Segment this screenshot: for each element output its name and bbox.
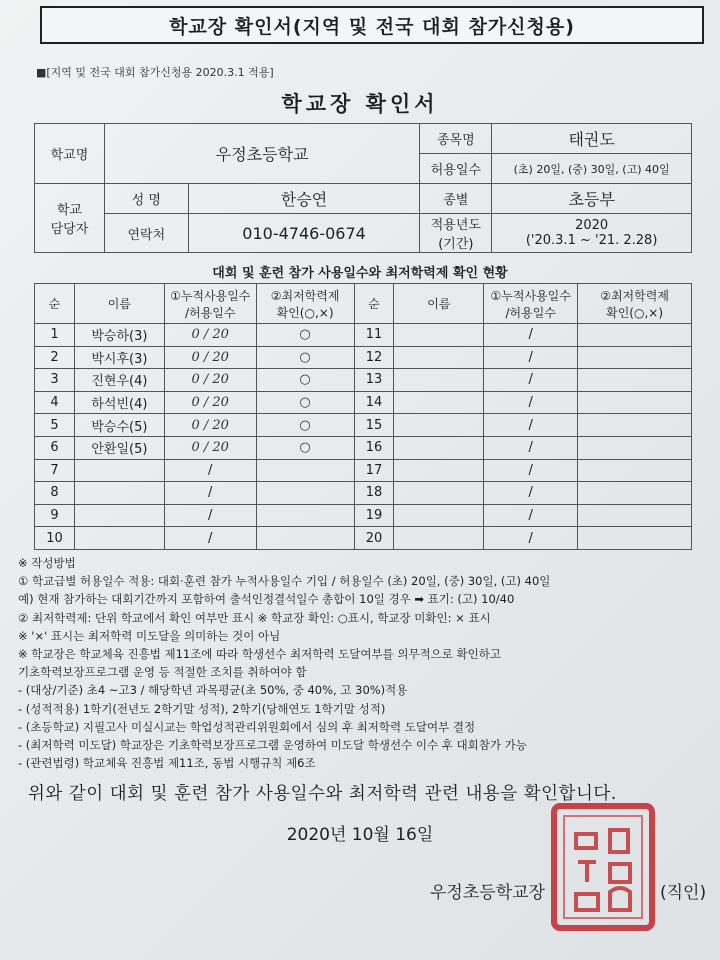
row-no: 20: [354, 527, 394, 550]
table-row: [35, 482, 692, 505]
row-check: ○: [256, 436, 354, 459]
row-check: [578, 436, 692, 459]
row-days: 0 / 20: [164, 436, 256, 459]
name-label: 성 명: [104, 184, 188, 214]
row-check: ○: [256, 414, 354, 437]
category-value: 초등부: [492, 184, 692, 214]
seal-mark-label: (직인): [660, 883, 707, 903]
row-days: /: [164, 504, 256, 527]
school-signature: 우정초등학교장: [430, 883, 545, 903]
year-label-line-2: (기간): [438, 237, 474, 252]
row-no: 3: [35, 369, 75, 392]
col-min-right: [578, 284, 692, 324]
status-table: [34, 283, 692, 550]
row-name: [74, 527, 164, 550]
col-days-left-line-1: ①누적사용일수: [170, 288, 251, 303]
col-name-right: 이름: [394, 284, 484, 324]
col-min-right-line-1: ②최저학력제: [600, 288, 669, 303]
row-no: 15: [354, 414, 394, 437]
row-name: [394, 459, 484, 482]
row-check: [578, 504, 692, 527]
staff-label-line-1: 학교: [56, 203, 82, 218]
col-no-right: 순: [354, 284, 394, 324]
row-days: /: [484, 436, 578, 459]
year-label: [420, 214, 492, 253]
row-no: 18: [354, 482, 394, 505]
row-days: /: [484, 527, 578, 550]
row-no: 8: [35, 482, 75, 505]
row-name: [74, 504, 164, 527]
row-check: [256, 527, 354, 550]
row-check: ○: [256, 369, 354, 392]
issue-date: 2020년 10월 16일: [286, 825, 434, 845]
row-check: [578, 414, 692, 437]
row-name: [394, 414, 484, 437]
row-days: /: [484, 346, 578, 369]
row-check: [578, 324, 692, 347]
row-name: [394, 391, 484, 414]
note-line: ① 학교급별 허용일수 적용: 대회·훈련 참가 누적사용일수 기입 / 허용일수 (초) 20일, (중) 30일, (고) 40일: [18, 574, 551, 589]
row-days: 0 / 20: [164, 414, 256, 437]
row-name: [394, 527, 484, 550]
row-name: [394, 346, 484, 369]
note-line: - (최저학력 미도달) 학교장은 기초학력보장프로그램 운영하여 미도달 학생선수 이수 후 대회참가 가능: [18, 738, 527, 753]
row-name: 박승수(5): [74, 414, 164, 437]
row-days: /: [484, 369, 578, 392]
col-no-left: 순: [35, 284, 75, 324]
row-days: /: [484, 482, 578, 505]
row-days: /: [484, 324, 578, 347]
row-no: 16: [354, 436, 394, 459]
row-days: 0 / 20: [164, 324, 256, 347]
row-no: 7: [35, 459, 75, 482]
table-row: [35, 459, 692, 482]
table-row: [35, 369, 692, 392]
row-no: 13: [354, 369, 394, 392]
note-line: ※ 학교장은 학교체육 진흥법 제11조에 따라 학생선수 최저학력 도달여부를 의무적으로 확인하고: [18, 647, 501, 662]
row-days: /: [484, 391, 578, 414]
row-days: /: [484, 459, 578, 482]
contact-label: 연락처: [104, 214, 188, 253]
school-label: 학교명: [35, 124, 105, 184]
row-check: ○: [256, 324, 354, 347]
note-line: - (성적적용) 1학기(전년도 2학기말 성적), 2학기(당해연도 1학기말 성적): [18, 701, 386, 716]
category-label: 종별: [420, 184, 492, 214]
row-days: 0 / 20: [164, 369, 256, 392]
col-days-right-line-2: /허용일수: [505, 305, 556, 320]
row-check: [578, 459, 692, 482]
note-line: - (관련법령) 학교체육 진흥법 제11조, 동법 시행규칙 제6조: [18, 756, 316, 771]
row-check: [578, 346, 692, 369]
row-check: [578, 482, 692, 505]
note-line: 기초학력보장프로그램 운영 등 적절한 조치를 취하여야 함: [18, 665, 307, 680]
year-label-line-1: 적용년도: [430, 218, 481, 233]
row-days: 0 / 20: [164, 346, 256, 369]
table-row: [35, 391, 692, 414]
row-check: [578, 527, 692, 550]
table-row: [35, 346, 692, 369]
col-days-left: [164, 284, 256, 324]
row-name: 진현우(4): [74, 369, 164, 392]
info-table: [34, 123, 692, 253]
school-value: 우정초등학교: [104, 124, 420, 184]
row-no: 19: [354, 504, 394, 527]
row-check: [578, 369, 692, 392]
note-line: 예) 현재 참가하는 대회기간까지 포함하여 출석인정결석일수 총합이 10일 경우 ➡ 표기: (고) 10/40: [18, 592, 515, 607]
regulation-line: ■[지역 및 전국 대회 참가신청용 2020.3.1 적용]: [36, 66, 274, 79]
row-name: 안환일(5): [74, 436, 164, 459]
col-min-left-line-2: 확인(○,×): [276, 305, 334, 320]
row-no: 9: [35, 504, 75, 527]
row-name: 박시후(3): [74, 346, 164, 369]
allowed-days-label: 허용일수: [420, 154, 492, 184]
row-name: [394, 504, 484, 527]
note-line: - (초등학교) 지필고사 미실시교는 학업성적관리위원회에서 심의 후 최저학력 도달여부 결정: [18, 719, 476, 734]
contact-value: 010-4746-0674: [188, 214, 420, 253]
row-days: /: [164, 482, 256, 505]
row-no: 12: [354, 346, 394, 369]
row-name: [394, 436, 484, 459]
row-check: ○: [256, 391, 354, 414]
allowed-days-value: (초) 20일, (중) 30일, (고) 40일: [492, 154, 692, 184]
col-min-right-line-2: 확인(○,×): [606, 305, 663, 320]
row-no: 1: [35, 324, 75, 347]
row-name: 박승하(3): [74, 324, 164, 347]
row-no: 4: [35, 391, 75, 414]
row-name: [394, 482, 484, 505]
row-no: 6: [35, 436, 75, 459]
row-check: [256, 482, 354, 505]
row-days: 0 / 20: [164, 391, 256, 414]
table-row: [35, 504, 692, 527]
row-no: 2: [35, 346, 75, 369]
staff-label: [35, 184, 105, 253]
row-days: /: [484, 414, 578, 437]
row-no: 5: [35, 414, 75, 437]
note-line: - (대상/기준) 초4 ~고3 / 해당학년 과목평균(초 50%, 중 40%, 고 30%)적용: [18, 683, 408, 698]
staff-label-line-2: 담당자: [50, 222, 89, 237]
row-days: /: [164, 527, 256, 550]
col-days-right-line-1: ①누적사용일수: [490, 288, 571, 303]
row-check: [256, 504, 354, 527]
event-value: 태권도: [492, 124, 692, 154]
row-name: [394, 324, 484, 347]
row-check: [578, 391, 692, 414]
document-title: 학교장 확인서: [281, 92, 439, 116]
row-no: 17: [354, 459, 394, 482]
name-value: 한승연: [188, 184, 420, 214]
table-row: [35, 324, 692, 347]
table-row: [35, 436, 692, 459]
banner-title: 학교장 확인서(지역 및 전국 대회 참가신청용): [40, 6, 704, 44]
row-check: ○: [256, 346, 354, 369]
row-name: [74, 482, 164, 505]
row-days: /: [484, 504, 578, 527]
row-name: 하석빈(4): [74, 391, 164, 414]
confirmation-statement: 위와 같이 대회 및 훈련 참가 사용일수와 최저학력 관련 내용을 확인합니다.: [28, 784, 617, 804]
col-days-left-line-2: /허용일수: [185, 305, 236, 320]
table-row: [35, 527, 692, 550]
col-name-left: 이름: [74, 284, 164, 324]
year-value: [492, 214, 692, 253]
row-name: [394, 369, 484, 392]
instructions-notes: [18, 554, 708, 772]
year-value-line-2: ('20.3.1 ~ '21. 2.28): [525, 233, 658, 248]
row-no: 11: [354, 324, 394, 347]
year-value-line-1: 2020: [575, 218, 609, 233]
row-no: 10: [35, 527, 75, 550]
row-no: 14: [354, 391, 394, 414]
status-table-heading: 대회 및 훈련 참가 사용일수와 최저학력제 확인 현황: [212, 266, 508, 281]
table-row: [35, 414, 692, 437]
col-min-left: [256, 284, 354, 324]
note-line: ※ '×' 표시는 최저학력 미도달을 의미하는 것이 아님: [18, 628, 281, 643]
row-name: [74, 459, 164, 482]
official-seal-stamp: [548, 800, 658, 934]
col-min-left-line-1: ②최저학력제: [270, 288, 340, 303]
row-days: /: [164, 459, 256, 482]
note-line: ※ 작성방법: [18, 556, 76, 570]
event-label: 종목명: [420, 124, 492, 154]
note-line: ② 최저학력제: 단위 학교에서 확인 여부만 표시 ※ 학교장 확인: ○표시, 학교장 미확인: × 표시: [18, 610, 491, 625]
row-check: [256, 459, 354, 482]
col-days-right: [484, 284, 578, 324]
